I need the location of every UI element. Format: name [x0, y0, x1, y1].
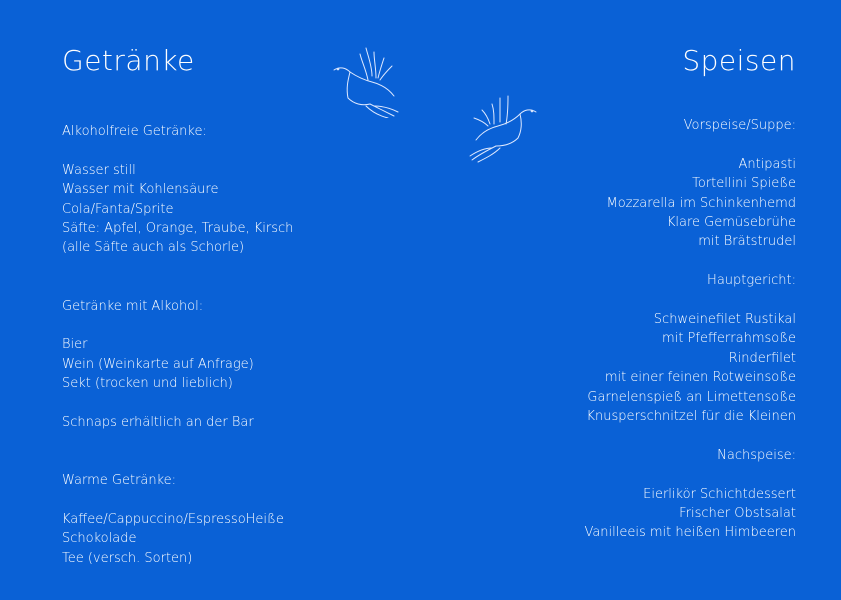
- list-note: Schnaps erhältlich an der Bar: [62, 415, 254, 431]
- list-item: Bier: [62, 337, 88, 353]
- list-item: mit Pfefferrahmsoße: [662, 331, 796, 347]
- list-item: Sekt (trocken und lieblich): [62, 376, 233, 392]
- list-item: Klare Gemüsebrühe: [666, 215, 796, 231]
- list-item: Tee (versch. Sorten): [62, 550, 193, 566]
- list-item: mit Brätstrudel: [698, 234, 796, 250]
- list-item: Vanilleeis mit heißen Himbeeren: [584, 525, 796, 541]
- section-title: Nachspeise:: [717, 447, 796, 463]
- list-item: Rinderfilet: [728, 350, 796, 366]
- section-title: Hauptgericht:: [707, 273, 796, 289]
- section-title: Warme Getränke:: [62, 473, 177, 489]
- list-item: Cola/Fanta/Sprite: [62, 201, 174, 217]
- drinks-column: [62, 122, 362, 568]
- list-item: Wasser still: [62, 162, 136, 178]
- list-item: Schweinefilet Rustikal: [653, 312, 796, 328]
- list-item: Knusperschnitzel für die Kleinen: [586, 409, 796, 425]
- list-item: (alle Säfte auch als Schorle): [62, 240, 245, 256]
- list-item: Eierlikör Schichtdessert: [643, 486, 796, 502]
- list-item: Tortellini Spieße: [692, 176, 796, 192]
- drinks-heading: Getränke: [62, 44, 195, 77]
- dove-icon: [330, 46, 402, 118]
- list-item: mit einer feinen Rotweinsoße: [604, 370, 796, 386]
- list-item: Kaffee/Cappuccino/EspressoHeiße: [62, 512, 284, 528]
- section-title: Alkoholfreie Getränke:: [62, 124, 207, 139]
- list-item: Schokolade: [62, 531, 137, 547]
- section-title: Vorspeise/Suppe:: [683, 118, 796, 133]
- list-item: Antipasti: [738, 156, 796, 172]
- food-column: [476, 116, 796, 543]
- list-item: Wein (Weinkarte auf Anfrage): [62, 356, 254, 372]
- list-item: Frischer Obstsalat: [679, 506, 796, 522]
- list-item: Mozzarella im Schinkenhemd: [606, 195, 796, 211]
- list-item: Wasser mit Kohlensäure: [62, 182, 219, 198]
- list-item: Garnelenspieß an Limettensoße: [587, 389, 796, 405]
- section-title: Getränke mit Alkohol:: [62, 298, 204, 314]
- list-item: Säfte: Apfel, Orange, Traube, Kirsch: [62, 221, 294, 237]
- food-heading: Speisen: [682, 44, 796, 77]
